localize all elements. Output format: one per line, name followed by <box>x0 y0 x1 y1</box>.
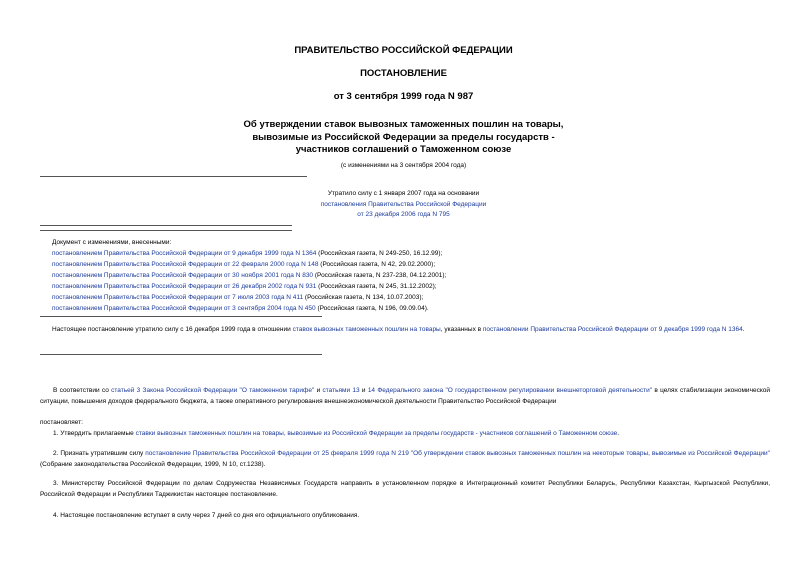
document-date-number: от 3 сентября 1999 года N 987 <box>333 91 474 102</box>
divider <box>40 225 292 226</box>
amendments-heading: Документ с изменениями, внесенными: <box>52 239 172 246</box>
amendment-link[interactable]: постановлением Правительства Российской Федерации от 26 декабря 2002 года N 931 <box>52 283 317 290</box>
rates-link[interactable]: ставок вывозных таможенных пошлин на товары <box>292 326 441 333</box>
item-3: 3. Министерству Российской Федерации по делам Содружества Независимых Государств направить в установленном порядке в Интеграционный комитет Республики Беларусь, Республики Казахстан, Кыргызской Республики, Российской Федерации и Республики Таджикистан настоящее постановление. <box>40 480 770 498</box>
list-item: постановлением Правительства Российской Федерации от 9 декабря 1999 года N 1364 (Российская газета, N 249-250, 16.12.99); <box>52 250 443 257</box>
document-type: ПОСТАНОВЛЕНИЕ <box>360 68 447 79</box>
item-4: 4. Настоящее постановление вступает в силу через 7 дней со дня его официального опубликования. <box>53 512 360 519</box>
preamble: В соответствии со статьей 3 Закона Российской Федерации "О таможенном тарифе" и статьями 13 и 14 Федерального закона "О государственном регулировании внешнеторговой деятельности" в целях стабилизации экономической ситуации, повышения доходов федерального бюджета, а также оперативного регулирования внешнеэкономической деятельности Правительство Российской Федерации <box>40 387 770 405</box>
foreign-trade-law-link[interactable]: 14 Федерального закона "О государственном регулировании внешнеторговой деятельности" <box>367 387 653 394</box>
item-1: 1. Утвердить прилагаемые ставки вывозных таможенных пошлин на товары, вывозимые из Российской Федерации за пределы государств - участников соглашений о Таможенном союзе. <box>53 430 620 437</box>
amendment-link[interactable]: постановлением Правительства Российской Федерации от 7 июля 2003 года N 411 <box>52 294 304 301</box>
lost-force-note: Настоящее постановление утратило силу с 16 декабря 1999 года в отношении ставок вывозных таможенных пошлин на товары, указанных в постановлении Правительства Российской Федерации от 9 декабря 1999 года N 1364. <box>52 326 745 333</box>
divider <box>40 354 322 355</box>
expired-note <box>0 189 807 221</box>
amendment-link[interactable]: постановлением Правительства Российской Федерации от 3 сентября 2004 года N 450 <box>52 305 316 312</box>
divider <box>40 316 322 317</box>
decrees-word: постановляет: <box>40 419 83 426</box>
divider <box>40 176 307 177</box>
amendment-link[interactable]: постановлением Правительства Российской Федерации от 30 ноября 2001 года N 830 <box>52 272 314 279</box>
list-item: постановлением Правительства Российской Федерации от 22 февраля 2000 года N 148 (Российская газета, N 42, 29.02.2000); <box>52 261 436 268</box>
expired-line: Утратило силу с 1 января 2007 года на основании <box>327 190 480 197</box>
rates-approved-link[interactable]: ставки вывозных таможенных пошлин на товары, вывозимые из Российской Федерации за пределы государств - участников соглашений о Таможенном союзе <box>135 430 618 437</box>
amended-note: (с изменениями на 3 сентября 2004 года) <box>340 162 467 169</box>
document-title <box>0 119 807 157</box>
title-line-2: вывозимые из Российской Федерации за пределы государств - <box>252 131 555 143</box>
amendment-link[interactable]: постановлением Правительства Российской Федерации от 9 декабря 1999 года N 1364 <box>52 250 317 257</box>
title-line-3: участников соглашений о Таможенном союзе <box>295 144 512 155</box>
customs-tariff-law-link[interactable]: статьей 3 Закона Российской Федерации "О таможенном тарифе" <box>111 387 315 394</box>
amendment-link[interactable]: постановлением Правительства Российской Федерации от 22 февраля 2000 года N 148 <box>52 261 319 268</box>
divider <box>40 230 292 231</box>
item-2: 2. Признать утратившим силу постановление Правительства Российской Федерации от 25 февраля 1999 года N 219 "Об утверждении ставок вывозных таможенных пошлин на некоторые товары, вывозимые из Российской Федерации" (Собрание законодательства Российской Федерации, 1999, N 10, ст.1238). <box>40 450 770 468</box>
decree-219-link[interactable]: постановление Правительства Российской Федерации от 25 февраля 1999 года N 219 "Об утверждении ставок вывозных таможенных пошлин на некоторые товары, вывозимые из Российской Федерации" <box>145 450 770 457</box>
government-heading: ПРАВИТЕЛЬСТВО РОССИЙСКОЙ ФЕДЕРАЦИИ <box>294 45 513 56</box>
expired-decree-date-link[interactable]: от 23 декабря 2006 года N 795 <box>357 211 450 218</box>
list-item: постановлением Правительства Российской Федерации от 7 июля 2003 года N 411 (Российская газета, N 134, 10.07.2003); <box>52 294 424 301</box>
expired-decree-link[interactable]: постановления Правительства Российской Федерации <box>320 200 487 208</box>
amendments-list <box>52 237 446 314</box>
list-item: постановлением Правительства Российской Федерации от 3 сентября 2004 года N 450 (Российская газета, N 196, 09.09.04). <box>52 305 429 312</box>
title-line-1: Об утверждении ставок вывозных таможенных пошлин на товары, <box>243 119 564 130</box>
list-item: постановлением Правительства Российской Федерации от 30 ноября 2001 года N 830 (Российская газета, N 237-238, 04.12.2001); <box>52 272 447 279</box>
decree-1364-link[interactable]: постановлении Правительства Российской Федерации от 9 декабря 1999 года N 1364 <box>482 326 743 333</box>
list-item: постановлением Правительства Российской Федерации от 26 декабря 2002 года N 931 (Российская газета, N 245, 31.12.2002); <box>52 283 437 290</box>
article-13-link[interactable]: статьями 13 <box>322 387 360 394</box>
